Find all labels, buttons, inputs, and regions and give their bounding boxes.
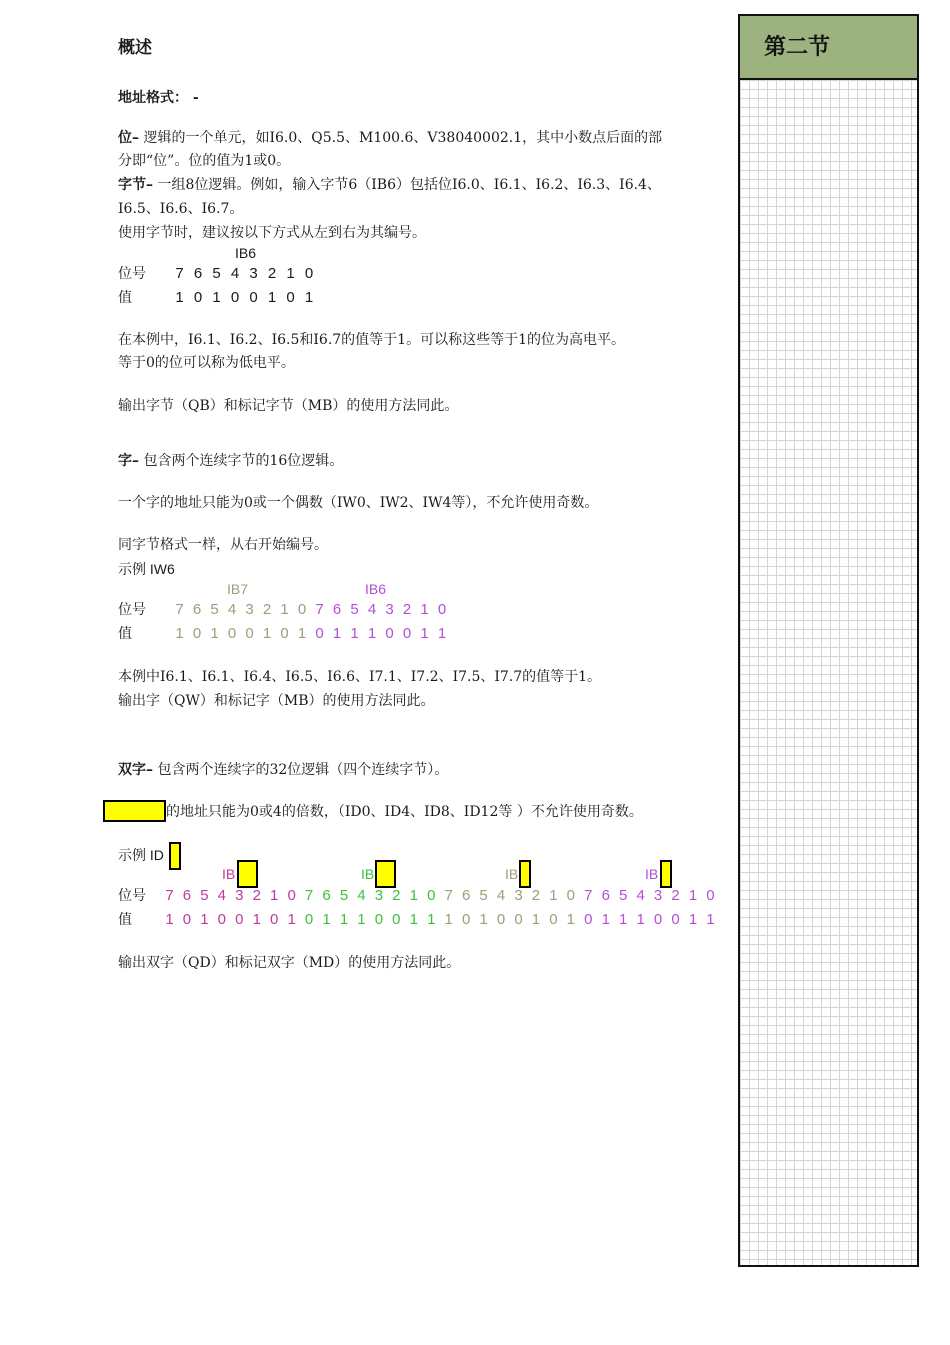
dword-value-digit-12: 0	[374, 911, 384, 928]
dword-bit-digit-6: 1	[270, 887, 279, 904]
byte-value-row-label: 值	[118, 290, 132, 306]
dword-value-digit-10: 1	[339, 911, 349, 928]
dword-bit-digit-1: 6	[182, 887, 192, 904]
word-value-digit-7: 1	[297, 625, 307, 642]
word-bit-digit-2: 5	[210, 601, 219, 618]
dword-value-digit-28: 0	[653, 911, 663, 928]
dword-bit-digit-31: 0	[706, 887, 715, 904]
dword-value-digit-18: 1	[479, 911, 488, 928]
byte-usage-note: 使用字节时，建议按以下方式从左到右为其编号。	[118, 225, 426, 241]
section-title: 第二节	[740, 16, 917, 80]
byte-bit-digit-4: 3	[249, 265, 258, 282]
dword-bit-digit-10: 5	[339, 887, 349, 904]
dword-bit-digit-8: 7	[304, 887, 314, 904]
dword-bit-digit-20: 3	[514, 887, 523, 904]
word-byte-low-name: IB6	[365, 581, 387, 597]
word-bit-row-label: 位号	[118, 602, 146, 618]
dword-byte-name-3: IB	[505, 866, 519, 882]
dword-bit-digit-14: 1	[409, 887, 418, 904]
dword-value-digit-23: 1	[566, 911, 576, 928]
dword-value-digit-17: 0	[461, 911, 471, 928]
dword-value-digit-2: 1	[200, 911, 209, 928]
byte-example-name: IB6	[235, 245, 257, 261]
word-bit-digit-6: 1	[280, 601, 289, 618]
word-byte-high-name: IB7	[227, 581, 249, 597]
dword-value-digit-26: 1	[619, 911, 628, 928]
word-value-digit-6: 0	[280, 625, 289, 642]
byte-bit-digit-1: 6	[193, 265, 203, 282]
dword-bit-digit-15: 0	[427, 887, 436, 904]
word-address-note: 一个字的地址只能为0或一个偶数（IW0、IW2、IW4等），不允许使用奇数。	[118, 495, 599, 511]
word-bit-digit-3: 4	[227, 601, 237, 618]
dword-value-digit-4: 0	[235, 911, 244, 928]
word-value-digit-9: 1	[332, 625, 342, 642]
word-bit-digit-4: 3	[245, 601, 254, 618]
dword-value-digit-29: 0	[671, 911, 680, 928]
dword-byte-name-2: IB	[361, 866, 375, 882]
dword-bit-digit-11: 4	[357, 887, 366, 904]
dword-bit-digit-16: 7	[444, 887, 453, 904]
dword-bit-digit-0: 7	[165, 887, 174, 904]
dword-value-digit-3: 0	[217, 911, 227, 928]
word-bit-digit-9: 6	[332, 601, 342, 618]
dword-highlight-box	[103, 800, 166, 822]
byte-text: 一组8位逻辑。例如，输入字节6（IB6）包括位I6.0、I6.1、I6.2、I6.3、I6.4、	[153, 177, 661, 193]
dword-bit-digit-22: 1	[549, 887, 558, 904]
page-title: 概述	[118, 38, 152, 58]
dword-byte-highlight-2	[375, 860, 396, 888]
dword-value-digit-19: 0	[496, 911, 506, 928]
dword-bit-row-label: 位号	[118, 888, 146, 904]
word-bit-digit-7: 0	[297, 601, 307, 618]
word-value-digit-13: 0	[402, 625, 412, 642]
word-bit-digit-15: 0	[437, 601, 447, 618]
dword-byte-highlight-3	[519, 860, 531, 888]
word-definition	[118, 451, 343, 471]
dword-value-digit-30: 1	[688, 911, 698, 928]
dword-value-row-label: 值	[118, 912, 132, 928]
dword-bit-digit-25: 6	[601, 887, 610, 904]
dword-value-digit-24: 0	[584, 911, 593, 928]
word-label: 字–	[118, 453, 139, 469]
byte-value-digit-4: 0	[249, 289, 258, 306]
word-value-digit-4: 0	[245, 625, 254, 642]
word-value-digit-5: 1	[262, 625, 272, 642]
dword-value-digit-22: 0	[549, 911, 558, 928]
word-bit-digit-8: 7	[315, 601, 324, 618]
dword-bit-digit-27: 4	[636, 887, 645, 904]
word-value-digit-3: 0	[227, 625, 237, 642]
word-value-digit-1: 0	[192, 625, 202, 642]
dword-value-digit-25: 1	[601, 911, 610, 928]
dword-byte-name-4: IB	[645, 866, 659, 882]
word-bit-digit-12: 3	[385, 601, 394, 618]
dword-value-digit-11: 1	[357, 911, 366, 928]
bit-label: 位–	[118, 130, 139, 146]
byte-value-digit-1: 0	[193, 289, 203, 306]
word-output-note: 输出字（QW）和标记字（MB）的使用方法同此。	[118, 693, 435, 709]
word-bit-digit-1: 6	[192, 601, 202, 618]
section-sidebar	[738, 14, 919, 1267]
byte-value-digit-7: 1	[304, 289, 314, 306]
byte-definition-line2: I6.5、I6.6、I6.7。	[118, 201, 244, 217]
dword-bit-digit-5: 2	[252, 887, 261, 904]
dword-output-note: 输出双字（QD）和标记双字（MD）的使用方法同此。	[118, 955, 461, 971]
dword-bit-digit-29: 2	[671, 887, 680, 904]
dword-bit-digit-17: 6	[461, 887, 471, 904]
byte-bit-row-label: 位号	[118, 266, 146, 282]
byte-bit-digit-3: 4	[230, 265, 240, 282]
dword-label: 双字–	[118, 762, 153, 778]
word-text: 包含两个连续字节的16位逻辑。	[139, 453, 344, 469]
dword-bit-digit-13: 2	[392, 887, 401, 904]
word-bit-digit-0: 7	[175, 601, 184, 618]
dword-bit-digit-3: 4	[217, 887, 227, 904]
dword-bit-digit-19: 4	[496, 887, 506, 904]
byte-label: 字节–	[118, 177, 153, 193]
dword-bit-digit-2: 5	[200, 887, 209, 904]
word-numbering-note: 同字节格式一样，从右开始编号。	[118, 537, 328, 553]
dword-value-digit-1: 0	[182, 911, 192, 928]
dword-value-digit-16: 1	[444, 911, 453, 928]
word-value-digit-2: 1	[210, 625, 219, 642]
sidebar-grid	[740, 80, 917, 1265]
dword-value-digit-15: 1	[427, 911, 436, 928]
dword-value-digit-5: 1	[252, 911, 261, 928]
word-bit-digit-5: 2	[262, 601, 272, 618]
dword-value-digit-0: 1	[165, 911, 174, 928]
word-value-digit-8: 0	[315, 625, 324, 642]
byte-value-digit-2: 1	[212, 289, 221, 306]
dword-bit-digit-26: 5	[619, 887, 628, 904]
dword-value-digit-8: 0	[304, 911, 314, 928]
dword-example-highlight	[169, 842, 181, 870]
byte-note-line2: 等于0的位可以称为低电平。	[118, 355, 295, 371]
dword-example-label: 示例 ID	[118, 847, 164, 863]
word-bit-digit-11: 4	[367, 601, 377, 618]
dword-bit-digit-30: 1	[688, 887, 698, 904]
byte-note-line1: 在本例中，I6.1、I6.2、I6.5和I6.7的值等于1。可以称这些等于1的位为高电平。	[118, 332, 625, 348]
dword-byte-highlight-4	[660, 860, 672, 888]
byte-bit-digit-0: 7	[175, 265, 184, 282]
bit-text: 逻辑的一个单元，如I6.0、Q5.5、M100.6、V38040002.1，其中小数点后面的部	[139, 130, 663, 146]
word-example-label: 示例 IW6	[118, 561, 175, 577]
dword-byte-highlight-1	[237, 860, 258, 888]
word-value-digit-15: 1	[437, 625, 447, 642]
byte-bit-digit-2: 5	[212, 265, 221, 282]
dword-value-digit-6: 0	[270, 911, 279, 928]
bit-definition-line1	[118, 128, 662, 148]
dword-bit-digit-28: 3	[653, 887, 663, 904]
dword-bit-digit-12: 3	[374, 887, 384, 904]
word-value-digit-14: 1	[420, 625, 429, 642]
byte-definition-line1	[118, 175, 661, 195]
dword-bit-digit-24: 7	[584, 887, 593, 904]
dword-value-digit-14: 1	[409, 911, 418, 928]
dword-bit-digit-9: 6	[322, 887, 331, 904]
dword-bit-digit-23: 0	[566, 887, 576, 904]
byte-bit-digit-6: 1	[286, 265, 295, 282]
byte-value-digit-5: 1	[267, 289, 277, 306]
word-value-digit-10: 1	[350, 625, 359, 642]
dword-value-digit-7: 1	[287, 911, 296, 928]
word-bit-digit-13: 2	[402, 601, 412, 618]
dword-text: 包含两个连续字的32位逻辑（四个连续字节）。	[153, 762, 449, 778]
byte-bit-digit-5: 2	[267, 265, 277, 282]
dword-byte-name-1: IB	[222, 866, 236, 882]
dword-value-digit-27: 1	[636, 911, 645, 928]
byte-bit-digit-7: 0	[304, 265, 314, 282]
bit-definition-line2: 分即“位”。位的值为1或0。	[118, 153, 291, 169]
dword-definition	[118, 760, 448, 780]
word-value-digit-12: 0	[385, 625, 394, 642]
byte-output-note: 输出字节（QB）和标记字节（MB）的使用方法同此。	[118, 398, 459, 414]
dword-bit-digit-21: 2	[531, 887, 541, 904]
dword-value-digit-9: 1	[322, 911, 331, 928]
dword-value-digit-21: 1	[531, 911, 541, 928]
byte-value-digit-0: 1	[175, 289, 184, 306]
dword-bit-digit-4: 3	[235, 887, 244, 904]
word-value-digit-11: 1	[367, 625, 377, 642]
word-note-line1: 本例中I6.1、I6.1、I6.4、I6.5、I6.6、I7.1、I7.2、I7.5、I7.7的值等于1。	[118, 669, 602, 685]
byte-value-digit-6: 0	[286, 289, 295, 306]
dword-bit-digit-7: 0	[287, 887, 296, 904]
dword-bit-digit-18: 5	[479, 887, 488, 904]
dword-value-digit-20: 0	[514, 911, 523, 928]
address-format-heading: 地址格式： -	[118, 90, 199, 106]
word-value-digit-0: 1	[175, 625, 184, 642]
word-bit-digit-14: 1	[420, 601, 429, 618]
dword-value-digit-13: 0	[392, 911, 401, 928]
dword-address-note: 的地址只能为0或4的倍数，（ID0、ID4、ID8、ID12等 ）不允许使用奇数。	[166, 804, 643, 820]
word-value-row-label: 值	[118, 626, 132, 642]
dword-value-digit-31: 1	[706, 911, 715, 928]
word-bit-digit-10: 5	[350, 601, 359, 618]
byte-value-digit-3: 0	[230, 289, 240, 306]
